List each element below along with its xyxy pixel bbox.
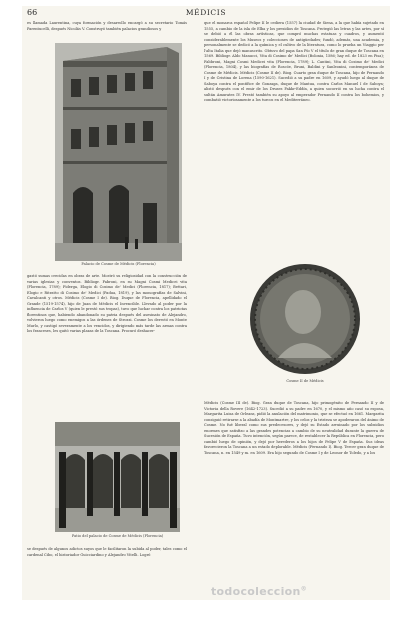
medal-illustration (248, 262, 362, 376)
paragraph: gastó sumas crecidas en obras de arte. Mostró su religiosidad con la construcción de varias iglesias y conventos. Bibliogr. Fabroni, en su Magni Cosmi Medicei vita (Florencia, 1789); Fiderga, Elogio di Cosimo de' Medici (Florencia, 1817); Bettari, Elogio e Ritratto di Cosimo de' Medici (Padua, 1819), y las monografías de Salvini, Cavalcanti y otros. Médicis (Cosme I de). Biog. Duque de Florencia, apellidado el Grande (1519-1574), hijo de Juan de Médicis el Invencible. Llevado al poder por la influencia de Carlos V (quien le prestó sus tropas), tuvo que luchar contra los patriotas florentinos que, habiendo abandonado su patria después del asesinato de Alejandro, volvieron luego como enemigos a las órdenes de Strozzi. Cosme los derrotó en Monte Murlo, y castigó severamente a los vencidos, y dirigiendo más tarde las armas contra los franceses, les quitó varias plazas de la Toscana. Procuró deshacer- (27, 274, 187, 333)
paragraph: Médicis (Cosme III de). Biog. Gran duque de Toscana, hijo primogénito de Fernando II y de Victoria della Rovere (1642-1723). Sucedió a su padre en 1670, y el mismo año casó su esposa, Margarita Luisa de Orleans, pidió la anulación del matrimonio, que se efectuó en 1661. Margarita consiguió retirarse a la abadía de Montmartre, y los celos y la tristeza se apoderaron del ánimo de Cosme. No fué liberal como sus predecesores, y dejó su Estado arruinado por los subsidios enormes que satisfizo a las grandes potencias a cambio de su neutralidad durante la guerra de Sucesión de España. Tuvo intención, según parece, de restablecer la República en Florencia, pero cambió luego de opinión, y dejó por herederos a los hijos de Felipe V de España. Sus ideas favorecieron la Toscana a un estado deplorable. Médicis (Fernando I). Biog. Tercer gran duque de Toscana, n. en 1549 y m. en 1609. Era hijo segundo de Cosme I y de Leonor de Toledo, y a los (204, 401, 384, 455)
figure-palace (55, 43, 182, 269)
left-column-top-text (27, 21, 187, 32)
figure-caption: Patio del palacio de Cosme de Médicis (Florencia) (71, 534, 164, 538)
page-number: 66 (27, 8, 38, 17)
right-column-bottom-text (204, 401, 384, 456)
medal-photo (248, 262, 362, 376)
page-header (22, 8, 390, 18)
palace-photo (55, 43, 182, 261)
figure-caption: Palacio de Cosme de Médicis (Florencia) (81, 262, 156, 266)
paragraph: que el monarca español Felipe II le cediera (1557) la ciudad de Siena, a la que había sujetado en 1555, a cambio de la isla de Elba y los presidios de Toscana. Protegió las letras y las artes, por sí se debió a él las obras artísticas, que compró muchas estatuas y cuadros, y aumentó considerablemente los Museos y colecciones de antigüedades; fundó, además, una academia, y personalmente se dedicó a la química y el cultivo de la literatura, como lo prueba un Viaggio per l'alta Italia que dejó manuscrito. Obtuvo del papa San Pío V el título de gran duque de Toscana en 1569. Bibliogr. Aldo Manucci, Vita di Cosimo de' Medici (Bolonia, 1586; hay ed. de 1823 en Pisa); Fabbroni, Magni Cosmi Medicei vita (Florencia, 1789); L. Cantini, Vita di Cosimo de' Medici (Florencia, 1804), y las biografías de Roscöe, Bruni, Baldini y Sanleonini, contemporánea de Cosme de Médicis. Médicis (Cosme II de). Biog. Cuarto gran duque de Toscana, hijo de Fernando I y de Cristina de Lorena (1590-1621). Sucedió a su padre en 1609, y ayudó luego al duque de Saboya contra el pontífice de Gonzaga, duque de Mantua, contra Carlos Manuel I de Saboya; alistó después con el emir de los Druses Fakhr-Eddín, a quien socorrió en su lucha contra el sultán Amurates IV. Prestó también su apoyo al emperador Fernando II contra los bohemios, y combatió victoriosamente a los turcos en el Mediterráneo. (204, 21, 384, 102)
figure-courtyard (55, 422, 180, 541)
right-column-top-text (204, 21, 384, 104)
running-title: MÉDICIS (185, 8, 227, 17)
watermark (211, 585, 307, 598)
figure-caption: Cosme II de Médicis (286, 379, 324, 383)
courtyard-illustration (55, 422, 180, 532)
left-column-mid-text (27, 274, 187, 335)
palace-illustration (55, 43, 182, 261)
paragraph: es llamada Laurentina, cuya formación y desarrollo encargó a su secretario Tomás Parentucelli, después Nicolás V. Construyó también palacios grandiosos y (27, 21, 187, 31)
courtyard-photo (55, 422, 180, 532)
figure-medal (248, 262, 362, 386)
watermark-text: todocoleccion (211, 585, 301, 598)
registered-mark: ® (300, 585, 307, 593)
paragraph: se después de algunos adictos suyos que le facilitaron la subida al poder, tales como el cardenal Cibo, el historiador Guicciardino y Alejandro Vitelli. Logró (27, 547, 187, 557)
left-column-bottom-text (27, 547, 187, 558)
encyclopedia-page (22, 6, 390, 600)
